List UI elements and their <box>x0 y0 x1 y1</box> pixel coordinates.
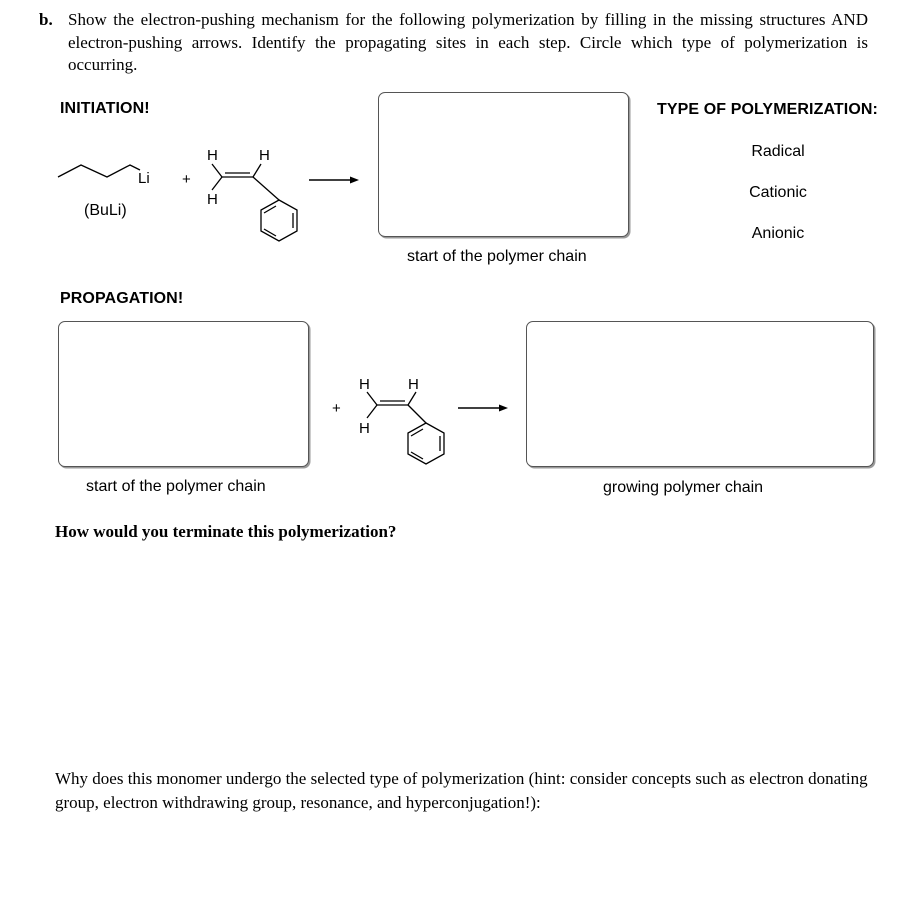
why-answer-area[interactable] <box>55 820 865 900</box>
termination-answer-area[interactable] <box>55 550 865 750</box>
benzene-ring <box>261 200 297 241</box>
why-question: Why does this monomer undergo the selected type of polymerization (hint: consider concepts such as electron donating group, electron withdrawing group, resonance, and hyperconjugation!): <box>55 769 868 812</box>
reaction-arrow-propagation <box>456 400 511 416</box>
monomer-h-top-right: H <box>259 147 270 164</box>
question-label: b. <box>39 10 53 29</box>
termination-question: How would you terminate this polymerization? <box>55 522 397 541</box>
monomer-h-bottom: H <box>359 420 370 437</box>
lithium-atom-label: Li <box>138 170 150 187</box>
butyl-chain <box>58 165 140 177</box>
reaction-arrow-initiation <box>307 172 362 188</box>
propagation-left-answer-box[interactable] <box>58 321 309 467</box>
monomer-h-top-left: H <box>359 376 370 393</box>
initiation-answer-box[interactable] <box>378 92 629 237</box>
benzene-ring <box>408 423 444 464</box>
reagent-name: (BuLi) <box>84 202 127 219</box>
monomer-h-bottom: H <box>207 191 218 208</box>
propagation-left-caption: start of the polymer chain <box>86 478 266 495</box>
initiation-heading: INITIATION! <box>60 100 150 117</box>
option-radical[interactable]: Radical <box>751 143 805 160</box>
option-anionic[interactable]: Anionic <box>751 225 805 242</box>
question-text: Show the electron-pushing mechanism for the following polymerization by filling in the missing structures AND electron-pushing arrows. Identify the propagating sites in each step. Circle which type of polymerization is occurring. <box>68 10 868 74</box>
initiation-box-caption: start of the polymer chain <box>407 248 587 265</box>
monomer-h-top-right: H <box>408 376 419 393</box>
initiation-plus: + <box>182 171 191 188</box>
polymerization-type-heading: TYPE OF POLYMERIZATION: <box>657 101 878 118</box>
propagation-heading: PROPAGATION! <box>60 290 184 307</box>
propagation-plus: + <box>332 400 341 417</box>
propagation-right-caption: growing polymer chain <box>603 479 764 496</box>
monomer-h-top-left: H <box>207 147 218 164</box>
option-cationic[interactable]: Cationic <box>749 184 807 201</box>
propagation-right-answer-box[interactable] <box>526 321 874 467</box>
